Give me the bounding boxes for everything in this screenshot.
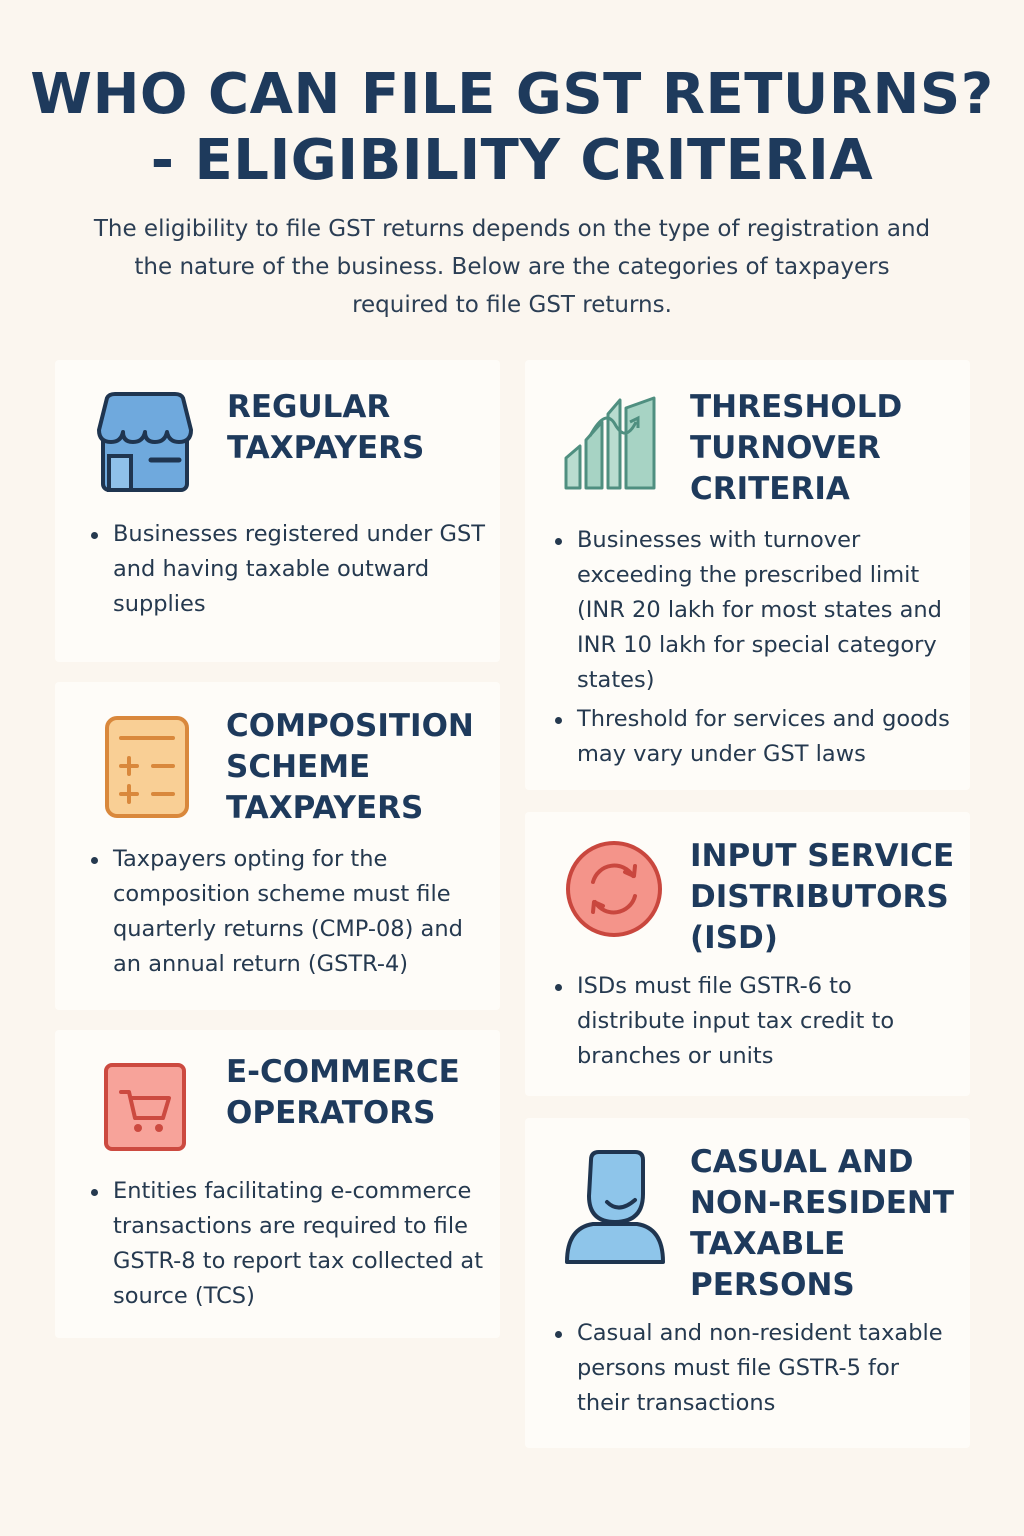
card-title-casual-non-resident: CASUAL AND NON-RESIDENT TAXABLE PERSONS (690, 1144, 955, 1303)
card-bullets-regular-taxpayers (89, 517, 489, 626)
card-title-regular-taxpayers: REGULAR TAXPAYERS (227, 389, 425, 466)
card-bullets-composition-scheme (89, 842, 489, 986)
store-icon (95, 390, 195, 495)
calculator-icon (103, 714, 191, 820)
card-title-ecommerce-operators: E-COMMERCE OPERATORS (226, 1054, 460, 1131)
card-bullets-ecommerce-operators (89, 1174, 494, 1318)
card-bullets-threshold-turnover (553, 523, 963, 776)
card-title-input-service-distributors: INPUT SERVICE DISTRIBUTORS (ISD) (690, 838, 955, 956)
page-title-line-1: WHO CAN FILE GST RETURNS? (30, 62, 994, 127)
list-item: Casual and non-resident taxable persons must file GSTR-5 for their transactions (553, 1316, 958, 1421)
card-casual-non-resident (525, 1118, 970, 1448)
shopping-cart-icon (103, 1062, 187, 1152)
list-item: Threshold for services and goods may vary under GST laws (553, 702, 963, 772)
cycle-arrows-icon (563, 838, 665, 940)
list-item: ISDs must file GSTR-6 to distribute input tax credit to branches or units (553, 969, 953, 1074)
page-title-line-2: - ELIGIBILITY CRITERIA (150, 128, 874, 193)
list-item: Taxpayers opting for the composition scheme must file quarterly returns (CMP-08) and an annual return (GSTR-4) (89, 842, 489, 982)
card-bullets-casual-non-resident (553, 1316, 958, 1425)
person-icon (563, 1148, 667, 1266)
growth-chart-icon (560, 392, 660, 492)
list-item: Businesses with turnover exceeding the prescribed limit (INR 20 lakh for most states and INR 10 lakh for special category states) (553, 523, 963, 698)
card-threshold-turnover (525, 360, 970, 790)
card-title-threshold-turnover: THRESHOLD TURNOVER CRITERIA (690, 389, 903, 507)
card-bullets-input-service-distributors (553, 969, 953, 1078)
list-item: Businesses registered under GST and having taxable outward supplies (89, 517, 489, 622)
card-ecommerce-operators (55, 1030, 500, 1338)
card-composition-scheme (55, 682, 500, 1010)
card-regular-taxpayers (55, 360, 500, 662)
card-input-service-distributors (525, 812, 970, 1096)
page-title (0, 62, 1024, 194)
card-title-composition-scheme: COMPOSITION SCHEME TAXPAYERS (226, 708, 474, 826)
intro-paragraph: The eligibility to file GST returns depends on the type of registration and the nature of the business. Below are the categories of taxpayers required to file GST returns. (93, 216, 931, 318)
list-item: Entities facilitating e-commerce transactions are required to file GSTR-8 to report tax collected at source (TCS) (89, 1174, 494, 1314)
